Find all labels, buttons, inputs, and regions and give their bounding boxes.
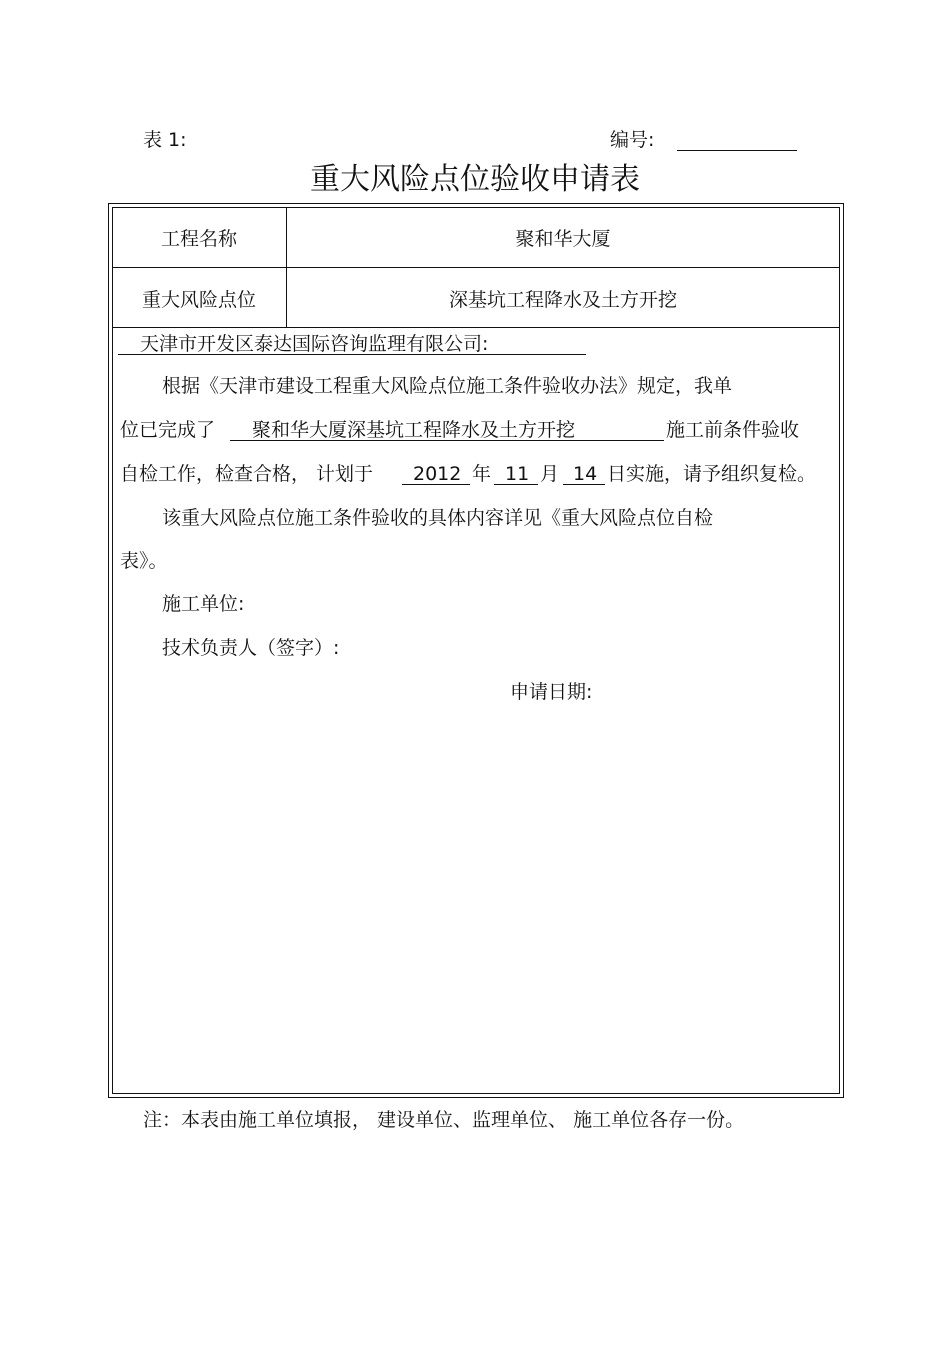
year-underline [402, 484, 470, 485]
paragraph-1-line-3-suffix: 日实施，请予组织复检。 [607, 463, 817, 485]
addressee-underline [118, 354, 586, 355]
paragraph-1-line-2-prefix: 位已完成了 [120, 419, 216, 441]
row-divider [112, 267, 840, 268]
footnote: 注：本表由施工单位填报， 建设单位、监理单位、 施工单位各存一份。 [143, 1109, 745, 1131]
serial-number-field[interactable] [677, 150, 797, 151]
project-fill-in[interactable]: 聚和华大厦深基坑工程降水及土方开挖 [252, 419, 576, 441]
project-name-label: 工程名称 [160, 228, 237, 250]
paragraph-1-line-3-prefix: 自检工作，检查合格， 计划于 [120, 463, 374, 485]
month-underline [494, 484, 538, 485]
project-name-value[interactable]: 聚和华大厦 [515, 228, 611, 250]
row-divider [112, 327, 840, 328]
paragraph-2-line-1: 该重大风险点位施工条件验收的具体内容详见《重大风险点位自检 [162, 507, 714, 529]
month-field[interactable]: 11 [505, 463, 530, 485]
day-field[interactable]: 14 [573, 463, 598, 485]
paragraph-1-line-1: 根据《天津市建设工程重大风险点位施工条件验收办法》规定，我单 [162, 375, 733, 397]
year-unit: 年 [472, 463, 492, 485]
addressee: 天津市开发区泰达国际咨询监理有限公司: [140, 333, 489, 355]
project-fill-underline [230, 440, 664, 441]
application-date-label: 申请日期: [510, 681, 593, 703]
table-number: 表 1: [143, 129, 187, 151]
paragraph-2-line-2: 表》。 [120, 550, 168, 572]
paragraph-1-line-2-suffix: 施工前条件验收 [666, 419, 800, 441]
page-title: 重大风险点位验收申请表 [310, 162, 640, 197]
risk-point-label: 重大风险点位 [141, 289, 256, 311]
serial-label: 编号: [610, 129, 655, 151]
month-unit: 月 [540, 463, 560, 485]
risk-point-value[interactable]: 深基坑工程降水及土方开挖 [448, 289, 677, 311]
day-underline [563, 484, 605, 485]
year-field[interactable]: 2012 [413, 463, 462, 485]
technical-lead-signature-label: 技术负责人（签字）: [162, 637, 340, 659]
construction-unit-label: 施工单位: [162, 593, 245, 615]
